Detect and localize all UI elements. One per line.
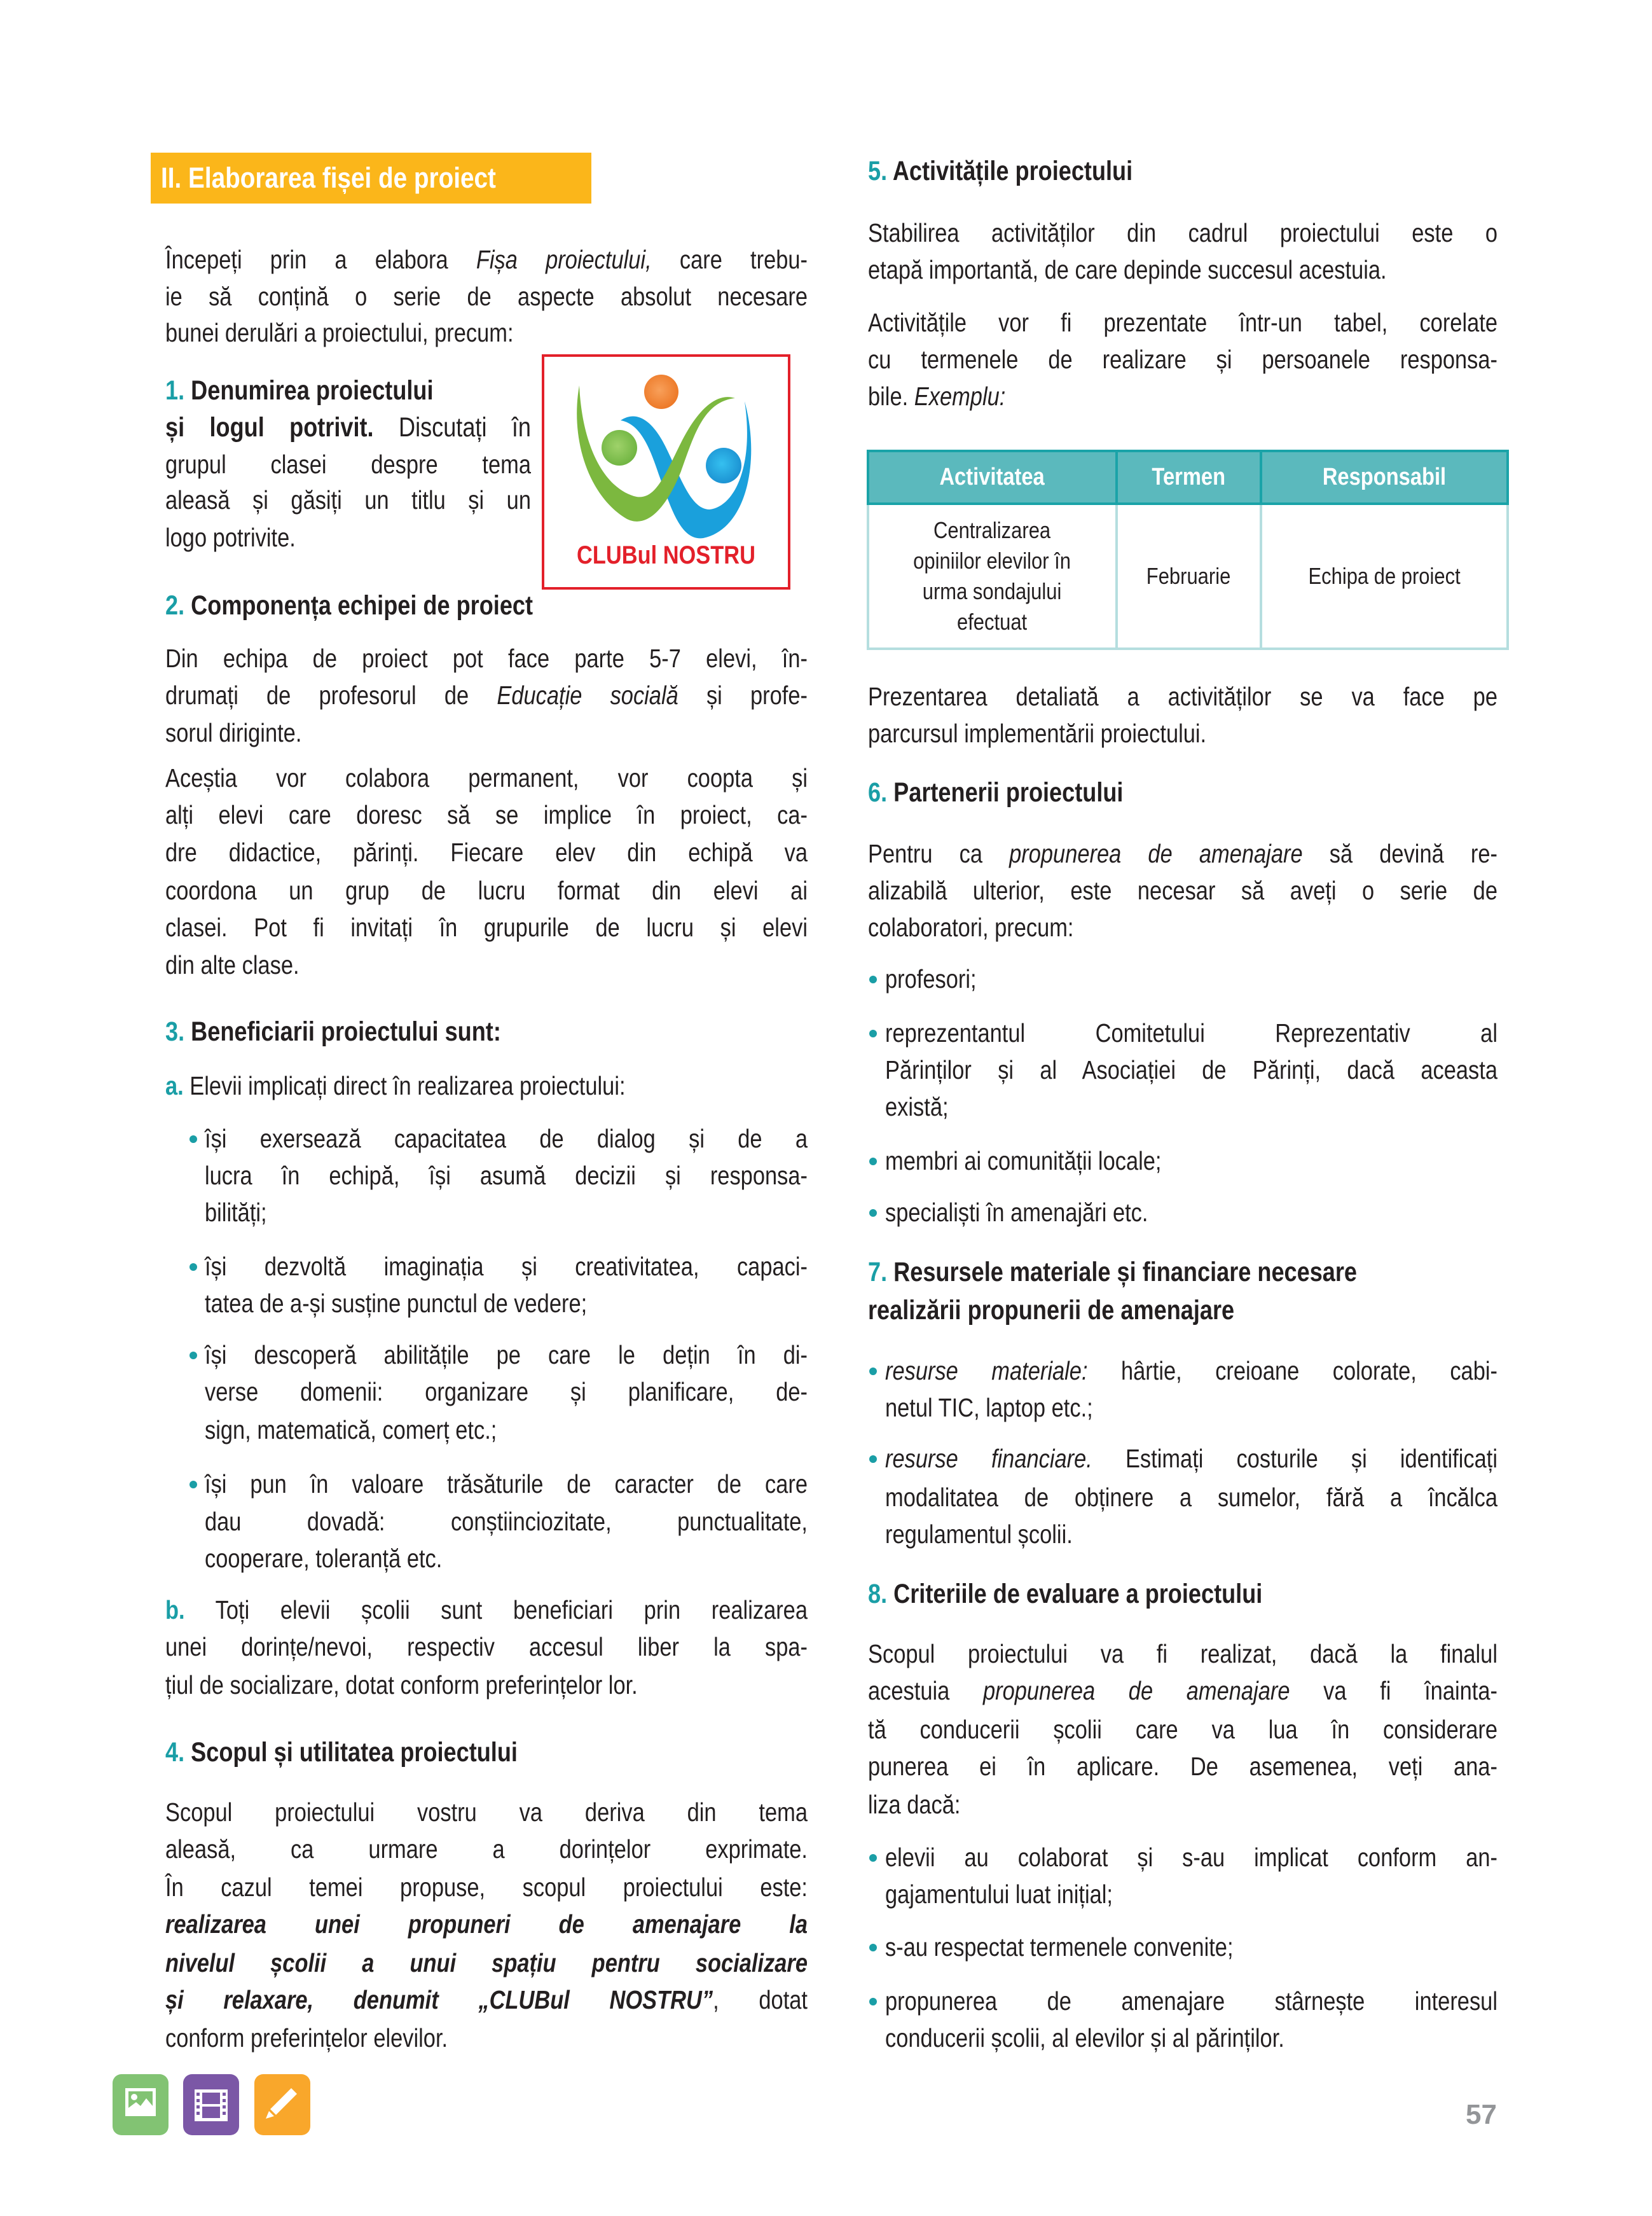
table-header-responsabil: Responsabil bbox=[1261, 451, 1508, 504]
beneficiari-a bbox=[165, 1067, 626, 1104]
bold-text: Criteriile de evaluare a proiectului bbox=[887, 1579, 1263, 1609]
logo-blue-circle bbox=[706, 448, 741, 483]
list-item-line bbox=[885, 1352, 1497, 1389]
italic-text: Exemplu: bbox=[914, 382, 1006, 411]
heading-criteriile bbox=[868, 1575, 1262, 1612]
text-segment: coordona un grup de lucru format din elevi ai bbox=[165, 876, 808, 905]
table-header-activitate: Activitatea bbox=[868, 451, 1117, 504]
intro-line bbox=[165, 241, 808, 278]
bullet-icon bbox=[869, 1944, 877, 1951]
paragraph-line bbox=[868, 378, 1497, 415]
item-number: 4. bbox=[165, 1737, 185, 1768]
text-segment: Discutați în bbox=[373, 412, 532, 443]
intro-line bbox=[165, 278, 808, 315]
page-number: 57 bbox=[1466, 2099, 1497, 2130]
text-segment: gajamentului luat inițial; bbox=[885, 1880, 1113, 1909]
bold-text: Beneficiarii proiectului bbox=[184, 1016, 439, 1047]
list-item-line bbox=[885, 1876, 1497, 1913]
text-segment: sign, matematică, comerț etc.; bbox=[205, 1415, 497, 1444]
text-segment: specialiști în amenajări etc. bbox=[885, 1198, 1148, 1227]
text-segment: Activitățile vor fi prezentate într-un tabel, corelate bbox=[868, 308, 1497, 337]
paragraph-line bbox=[165, 909, 808, 946]
bold-italic-text: nivelul școlii a unui spațiu pentru socializare bbox=[165, 1948, 808, 1977]
text-segment: dau dovadă: conștiinciozitate, punctualitate, bbox=[205, 1507, 808, 1536]
paragraph-line bbox=[165, 677, 808, 714]
scopul-line bbox=[165, 1869, 808, 1906]
bullet-icon bbox=[869, 1209, 877, 1217]
text-segment: parcursul implementării proiectului. bbox=[868, 719, 1207, 748]
beneficiari-b-line bbox=[165, 1628, 808, 1665]
text-segment: modalitatea de obținere a sumelor, fără a încălca bbox=[885, 1483, 1497, 1512]
text-segment: Părinților și al Asociației de Părinți, dacă aceasta bbox=[885, 1055, 1497, 1084]
text-segment: conducerii școlii, al elevilor și al părinților. bbox=[885, 2023, 1284, 2053]
italic-text: propunerea de amenajare bbox=[1009, 839, 1303, 868]
item-number: 7. bbox=[868, 1257, 888, 1287]
table-cell-activitate bbox=[868, 504, 1117, 649]
text-segment: aleasă și găsiți un titlu și un bbox=[165, 485, 531, 515]
bullet-icon bbox=[189, 1135, 197, 1143]
text-segment: liza dacă: bbox=[868, 1790, 961, 1819]
activitate-line: urma sondajului bbox=[923, 578, 1062, 604]
heading-componenta bbox=[165, 587, 533, 624]
scopul-line bbox=[165, 1794, 808, 1831]
text-segment: netul TIC, laptop etc.; bbox=[885, 1393, 1093, 1422]
paragraph-line bbox=[165, 946, 808, 983]
bullet-icon bbox=[189, 1352, 197, 1359]
intro-line bbox=[165, 314, 808, 351]
table-row bbox=[868, 504, 1508, 649]
activitate-line: efectuat bbox=[957, 609, 1028, 635]
bold-text: Componența echipei de proiect bbox=[184, 590, 533, 621]
text-segment: care trebu- bbox=[651, 245, 808, 274]
text-segment: s-au respectat termenele convenite; bbox=[885, 1932, 1234, 1962]
paragraph-line bbox=[165, 759, 808, 796]
paragraph-line bbox=[868, 1672, 1497, 1709]
text-segment: propunerea de amenajare stârnește interesul bbox=[885, 1986, 1497, 2016]
list-item-line bbox=[205, 1503, 808, 1540]
list-item-line bbox=[205, 1194, 808, 1231]
text-segment: lucra în echipă, își asumă decizii și responsa- bbox=[205, 1161, 808, 1190]
list-item-line bbox=[205, 1157, 808, 1194]
list-item-line bbox=[205, 1411, 808, 1448]
text-segment: sunt: bbox=[438, 1016, 501, 1047]
table-header-row bbox=[868, 451, 1508, 504]
text-segment: există; bbox=[885, 1092, 949, 1121]
list-item-line bbox=[205, 1373, 808, 1410]
bold-text: Partenerii proiectului bbox=[887, 777, 1124, 808]
text-segment: își descoperă abilitățile pe care le dețin în di- bbox=[205, 1340, 808, 1369]
paragraph-line bbox=[165, 640, 808, 677]
text-segment: verse domenii: organizare și planificare, de- bbox=[205, 1377, 808, 1406]
text-segment: să devină re- bbox=[1302, 839, 1497, 868]
text-segment: bile. bbox=[868, 382, 914, 411]
list-item-line bbox=[885, 960, 1497, 997]
paragraph-line bbox=[868, 678, 1497, 715]
heading-activitatile bbox=[868, 153, 1132, 190]
paragraph-line bbox=[868, 304, 1497, 341]
list-item-line bbox=[885, 1142, 1497, 1179]
item-number: 1. bbox=[165, 375, 185, 406]
text-segment: aleasă, ca urmare a dorințelor exprimate. bbox=[165, 1834, 808, 1864]
list-item-line bbox=[885, 1983, 1497, 2019]
text-segment: își exersează capacitatea de dialog și de a bbox=[205, 1124, 808, 1153]
activitate-line: opiniilor elevilor în bbox=[913, 548, 1071, 574]
item-number: 6. bbox=[868, 777, 888, 808]
beneficiari-b-line bbox=[165, 1666, 808, 1703]
text-segment: unei dorințe/nevoi, respectiv accesul liber la spa- bbox=[165, 1632, 808, 1661]
italic-text: Educație socială bbox=[497, 681, 678, 710]
text-segment: bunei derulări a proiectului, precum: bbox=[165, 318, 514, 347]
activities-table bbox=[867, 450, 1509, 650]
text-segment: În cazul temei propuse, scopul proiectului este: bbox=[165, 1873, 808, 1902]
scopul-line bbox=[165, 1944, 808, 1981]
text-segment: , dotat bbox=[713, 1985, 808, 2014]
logo-text: CLUBul NOSTRU bbox=[577, 541, 755, 569]
bold-text: Activitățile proiectului bbox=[887, 156, 1133, 186]
paragraph-line bbox=[165, 872, 808, 909]
text-segment: și profe- bbox=[678, 681, 808, 710]
item1-line bbox=[165, 481, 531, 518]
text-segment: grupul clasei despre tema bbox=[165, 450, 531, 479]
text-segment: Estimați costurile și identificați bbox=[1092, 1444, 1497, 1473]
bullet-icon bbox=[869, 1368, 877, 1375]
text-segment: Din echipa de proiect pot face parte 5-7 elevi, în- bbox=[165, 644, 808, 673]
bullet-icon bbox=[189, 1263, 197, 1271]
italic-text: propunerea de amenajare bbox=[982, 1676, 1290, 1705]
list-item-line bbox=[885, 1479, 1497, 1516]
logo-orange-circle bbox=[644, 375, 678, 409]
text-segment: cu termenele de realizare și persoanele responsa- bbox=[868, 345, 1497, 374]
text-segment: Aceștia vor colabora permanent, vor coopta și bbox=[165, 763, 808, 793]
list-item-line bbox=[205, 1465, 808, 1502]
list-item-line bbox=[205, 1336, 808, 1373]
bold-text: realizării propunerii de amenajare bbox=[868, 1295, 1235, 1326]
paragraph-line bbox=[165, 834, 808, 871]
text-segment: alți elevi care doresc să se implice în proiect, ca- bbox=[165, 800, 808, 829]
text-segment: clasei. Pot fi invitați în grupurile de lucru și elevi bbox=[165, 913, 808, 942]
scopul-line bbox=[165, 1831, 808, 1867]
bullet-icon bbox=[869, 1030, 877, 1037]
section-title: II. Elaborarea fișei de proiect bbox=[161, 162, 496, 194]
film-icon[interactable] bbox=[183, 2074, 239, 2135]
text-segment: din alte clase. bbox=[165, 950, 299, 980]
text-segment: elevii au colaborat și s-au implicat conform an- bbox=[885, 1843, 1497, 1872]
item-number: 8. bbox=[868, 1579, 888, 1609]
bullet-icon bbox=[869, 976, 877, 983]
section-banner bbox=[151, 153, 591, 204]
paragraph-line bbox=[868, 341, 1497, 378]
paragraph-line bbox=[868, 715, 1497, 752]
paragraph-line bbox=[868, 1748, 1497, 1785]
text-segment: ie să conțină o serie de aspecte absolut necesare bbox=[165, 282, 808, 311]
text-segment: regulamentul școlii. bbox=[885, 1520, 1073, 1549]
list-item-line bbox=[885, 1051, 1497, 1088]
list-item-line bbox=[885, 1440, 1497, 1477]
list-item-line bbox=[885, 1194, 1497, 1231]
logo-green-circle bbox=[602, 430, 637, 466]
paragraph-line bbox=[868, 1786, 1497, 1823]
bold-text: Resursele materiale și financiare necesare bbox=[887, 1257, 1358, 1287]
bold-text: și logul potrivit. bbox=[165, 412, 374, 443]
list-item-line bbox=[885, 1015, 1497, 1051]
text-segment: Scopul proiectului vostru va deriva din tema bbox=[165, 1797, 808, 1827]
text-segment: sorul diriginte. bbox=[165, 718, 302, 747]
pencil-icon[interactable] bbox=[254, 2074, 310, 2135]
bullet-icon bbox=[869, 1158, 877, 1165]
text-segment: alizabilă ulterior, este necesar să aveți o serie de bbox=[868, 876, 1497, 905]
text-segment: acestuia bbox=[868, 1676, 983, 1705]
text-segment: logo potrivite. bbox=[165, 523, 296, 552]
paragraph-line bbox=[165, 714, 808, 751]
list-item-line bbox=[885, 2019, 1497, 2056]
paragraph-line bbox=[165, 796, 808, 833]
text-segment: bilități; bbox=[205, 1198, 267, 1227]
list-item-line bbox=[885, 1929, 1497, 1965]
text-segment: țiul de socializare, dotat conform preferințelor lor. bbox=[165, 1670, 638, 1700]
bullet-icon bbox=[869, 1455, 877, 1463]
text-segment: Scopul proiectului va fi realizat, dacă la finalul bbox=[868, 1639, 1497, 1668]
list-item-line bbox=[885, 1839, 1497, 1876]
text-segment: membri ai comunității locale; bbox=[885, 1146, 1162, 1175]
text-segment: profesori; bbox=[885, 964, 977, 994]
bold-italic-text: realizarea unei propuneri de amenajare la bbox=[165, 1909, 808, 1939]
table-header-termen: Termen bbox=[1117, 451, 1261, 504]
item-number: 5. bbox=[868, 156, 888, 186]
italic-text: Fișa proiectului, bbox=[476, 245, 652, 274]
text-segment: Stabilirea activităților din cadrul proiectului este o bbox=[868, 218, 1497, 247]
list-item-line bbox=[205, 1285, 808, 1322]
italic-text: resurse financiare. bbox=[885, 1444, 1092, 1473]
heading-scopul bbox=[165, 1734, 518, 1771]
item1-line bbox=[165, 409, 531, 446]
list-item-line bbox=[885, 1516, 1497, 1553]
paragraph-line bbox=[868, 872, 1497, 909]
list-item-line bbox=[885, 1088, 1497, 1125]
bullet-icon bbox=[189, 1481, 197, 1488]
bullet-icon bbox=[869, 1998, 877, 2005]
item1-line bbox=[165, 372, 531, 409]
activitate-line: Centralizarea bbox=[933, 517, 1051, 543]
paragraph-line bbox=[868, 909, 1497, 946]
paragraph-line bbox=[868, 214, 1497, 251]
text-segment: punerea ei în aplicare. De asemenea, veți ana- bbox=[868, 1752, 1497, 1781]
text-segment: Toți elevii școlii sunt beneficiari prin realizarea bbox=[184, 1595, 808, 1624]
item-number: 2. bbox=[165, 590, 185, 621]
paragraph-line bbox=[868, 1635, 1497, 1672]
text-segment: își pun în valoare trăsăturile de caracter de care bbox=[205, 1469, 808, 1499]
item1-line bbox=[165, 446, 531, 483]
heading-resursele bbox=[868, 1292, 1497, 1329]
paragraph-line bbox=[868, 835, 1497, 872]
text-segment: drumați de profesorul de bbox=[165, 681, 497, 710]
bold-text: Denumirea proiectului bbox=[184, 375, 434, 406]
text-segment: Prezentarea detaliată a activităților se va face pe bbox=[868, 682, 1497, 711]
list-item-line bbox=[205, 1120, 808, 1157]
paragraph-line bbox=[868, 251, 1497, 288]
scopul-line bbox=[165, 1981, 808, 2018]
item-number: a. bbox=[165, 1071, 184, 1100]
bullet-icon bbox=[869, 1854, 877, 1862]
text-segment: cooperare, toleranță etc. bbox=[205, 1544, 443, 1573]
text-segment: va fi înainta- bbox=[1290, 1676, 1497, 1705]
italic-text: resurse materiale: bbox=[885, 1356, 1088, 1385]
text-segment: dre didactice, părinți. Fiecare elev din echipă va bbox=[165, 838, 808, 867]
list-item-line bbox=[205, 1540, 808, 1577]
heading-resursele bbox=[868, 1254, 1497, 1291]
table-cell-responsabil: Echipa de proiect bbox=[1261, 504, 1508, 649]
scopul-line bbox=[165, 2019, 808, 2056]
project-logo bbox=[542, 354, 790, 590]
text-segment: Pentru ca bbox=[868, 839, 1010, 868]
text-segment: Elevii implicați direct în realizarea proiectului: bbox=[183, 1071, 626, 1100]
table-cell-termen: Februarie bbox=[1117, 504, 1261, 649]
heading-beneficiarii bbox=[165, 1013, 501, 1050]
bold-text: Scopul și utilitatea proiectului bbox=[184, 1737, 518, 1768]
scopul-line bbox=[165, 1906, 808, 1942]
text-segment: își dezvoltă imaginația și creativitatea, capaci- bbox=[205, 1252, 808, 1281]
text-segment: tatea de a-și susține punctul de vedere; bbox=[205, 1289, 588, 1318]
text-segment: etapă importantă, de care depinde succesul acestuia. bbox=[868, 255, 1387, 284]
bold-italic-text: și relaxare, denumit „CLUBul NOSTRU” bbox=[165, 1985, 713, 2014]
text-segment: reprezentantul Comitetului Reprezentativ al bbox=[885, 1018, 1497, 1048]
heading-partenerii bbox=[868, 774, 1123, 811]
image-icon[interactable] bbox=[113, 2074, 169, 2135]
item-number: 3. bbox=[165, 1016, 185, 1047]
text-segment: tă conducerii școlii care va lua în considerare bbox=[868, 1715, 1497, 1744]
list-item-line bbox=[885, 1389, 1497, 1426]
item-number: b. bbox=[165, 1595, 185, 1624]
text-segment: colaboratori, precum: bbox=[868, 913, 1074, 942]
list-item-line bbox=[205, 1248, 808, 1285]
item1-line bbox=[165, 519, 531, 556]
text-segment: conform preferințelor elevilor. bbox=[165, 2023, 448, 2053]
paragraph-line bbox=[868, 1711, 1497, 1748]
text-segment: hârtie, creioane colorate, cabi- bbox=[1087, 1356, 1497, 1385]
beneficiari-b-line bbox=[165, 1591, 808, 1628]
text-segment: Începeți prin a elabora bbox=[165, 245, 476, 274]
logo-graphic bbox=[544, 357, 788, 541]
